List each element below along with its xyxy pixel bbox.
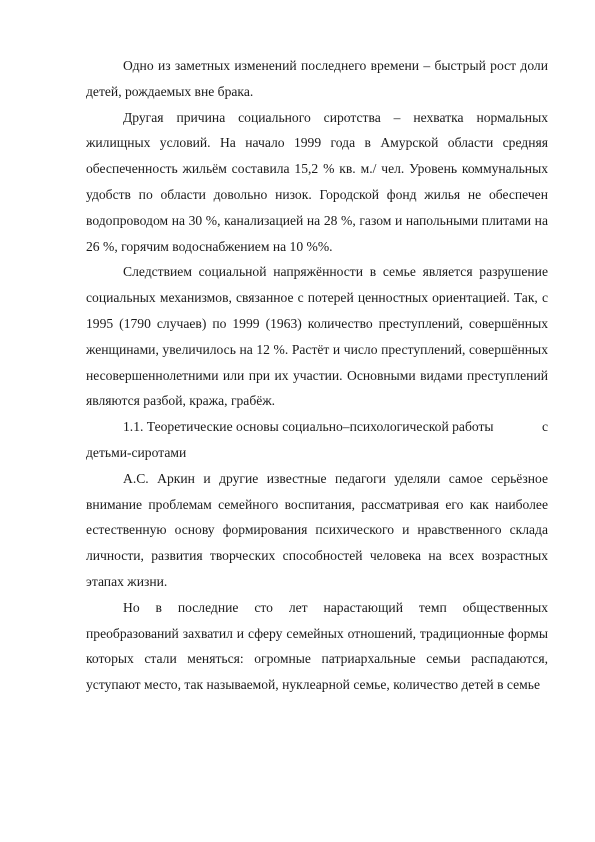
section-heading: [86, 414, 548, 440]
paragraph-housing-conditions: Другая причина социального сиротства – нехватка нормальных жилищных условий. На начало 1999 года в Амурской области средняя обеспеченность жильём составила 15,2 % кв. м./ чел. Уровень коммунальных удобств по области довольно низок. Городской фонд жилья не обеспечен водопроводом на 30 %, канализацией на 28 %, газом и напольными плитами на 26 %, горячим водоснабжением на 10 %%.: [86, 109, 548, 254]
document-body: [86, 53, 548, 698]
paragraph-arkin: А.С. Аркин и другие известные педагоги уделяли самое серьёзное внимание проблемам семейного воспитания, рассматривая его как наиболее естественную основу формирования психического и нравственного склада личности, развития творческих способностей человека на всех возрастных этапах жизни.: [86, 470, 548, 589]
section-heading-continuation: детьми-сиротами: [86, 444, 187, 460]
section-heading-title: 1.1. Теоретические основы социально–психологической работы: [123, 419, 494, 435]
paragraph-extramarital-births: Одно из заметных изменений последнего времени – быстрый рост доли детей, рождаемых вне брака.: [86, 58, 548, 99]
paragraph-social-tension: Следствием социальной напряжённости в семье является разрушение социальных механизмов, связанное с потерей ценностных ориентацией. Так, с 1995 (1790 случаев) по 1999 (1963) количество преступлений, совершённых женщинами, увеличилось на 12 %. Растёт и число преступлений, совершённых несовершеннолетними или при их участии. Основными видами преступлений являются разбой, кража, грабёж.: [86, 264, 548, 409]
paragraph-family-changes: Но в последние сто лет нарастающий темп общественных преобразований захватил и сферу семейных отношений, традиционные формы которых стали меняться: огромные патриархальные семьи распадаются, уступают место, так называемой, нуклеарной семье, количество детей в семье: [86, 599, 548, 693]
section-heading-tail: с: [541, 419, 548, 435]
